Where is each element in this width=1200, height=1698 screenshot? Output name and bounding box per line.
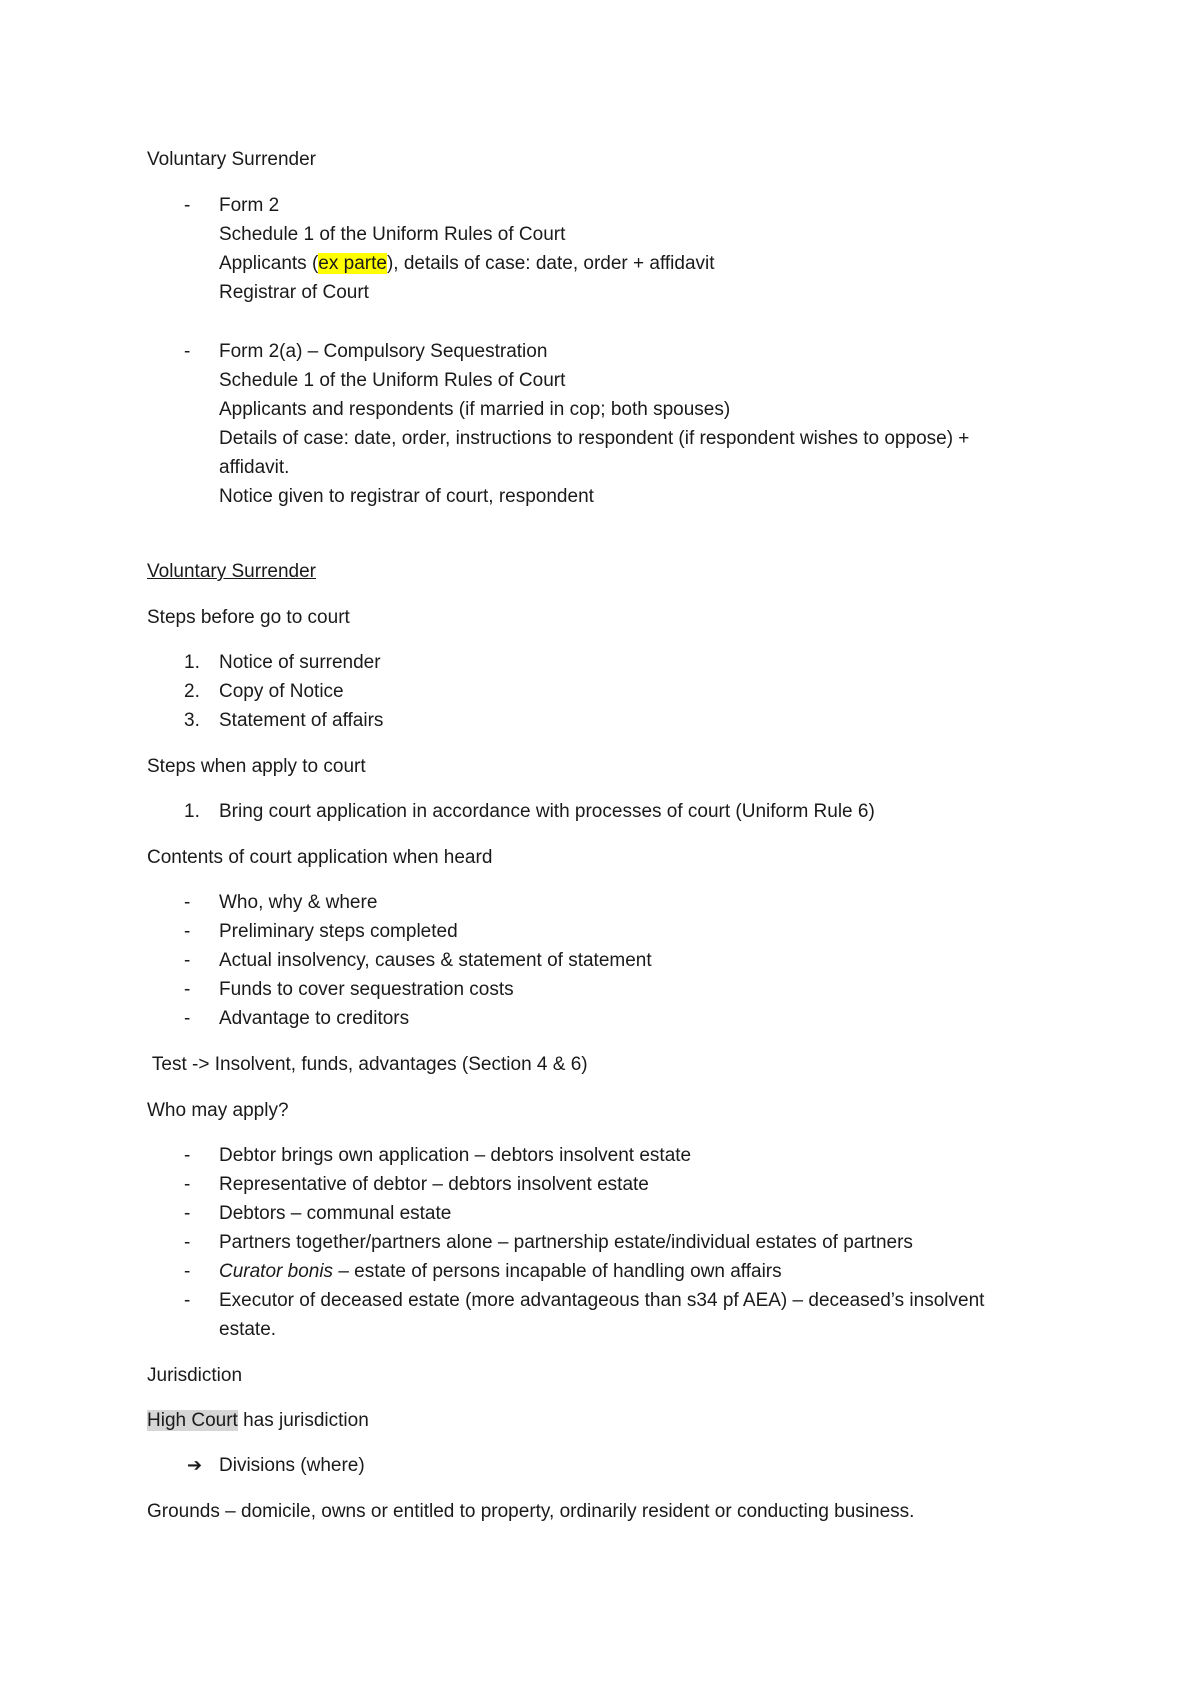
bullet-dash: - — [184, 1290, 191, 1311]
jurisdiction-heading: Jurisdiction — [147, 1365, 243, 1386]
list-number: 3. — [184, 710, 200, 731]
list-item-text: Statement of affairs — [219, 710, 384, 731]
form2-line2: Schedule 1 of the Uniform Rules of Court — [219, 224, 566, 245]
list-item-text: Funds to cover sequestration costs — [219, 979, 514, 1000]
bullet-dash: - — [184, 950, 191, 971]
form2-line1: Form 2 — [219, 195, 280, 216]
list-item-text: Advantage to creditors — [219, 1008, 410, 1029]
form2a-line5: affidavit. — [219, 457, 290, 478]
list-item-text: Debtors – communal estate — [219, 1203, 452, 1224]
list-number: 2. — [184, 681, 200, 702]
list-number: 1. — [184, 801, 200, 822]
who-heading: Who may apply? — [147, 1100, 289, 1121]
bullet-dash: - — [184, 195, 191, 216]
ex-parte-highlight: ex parte — [318, 253, 387, 274]
bullet-dash: - — [184, 1261, 191, 1282]
doc-title — [147, 145, 316, 174]
bullet-dash: - — [184, 921, 191, 942]
arrow-right-icon: ➔ — [187, 1455, 203, 1475]
list-item-text: Bring court application in accordance with processes of court (Uniform Rule 6) — [219, 801, 875, 822]
steps-before-heading: Steps before go to court — [147, 607, 350, 628]
list-item-text: Executor of deceased estate (more advantageous than s34 pf AEA) – deceased’s insolvent — [219, 1290, 985, 1311]
list-item-text: Partners together/partners alone – partnership estate/individual estates of partners — [219, 1232, 913, 1253]
list-number: 1. — [184, 652, 200, 673]
curator-bonis-italic: Curator bonis — [219, 1261, 334, 1282]
divisions-text: Divisions (where) — [219, 1455, 365, 1476]
high-court-line — [147, 1406, 369, 1435]
bullet-dash: - — [184, 1174, 191, 1195]
bullet-dash: - — [184, 1145, 191, 1166]
list-item-text: Debtor brings own application – debtors insolvent estate — [219, 1145, 692, 1166]
form2-line3-pre: Applicants ( — [219, 253, 319, 274]
bullet-dash: - — [184, 1232, 191, 1253]
high-court-rest: has jurisdiction — [237, 1410, 369, 1431]
contents-heading: Contents of court application when heard — [147, 847, 493, 868]
list-item-text: Preliminary steps completed — [219, 921, 458, 942]
list-item-text — [219, 1257, 782, 1286]
steps-when-heading: Steps when apply to court — [147, 756, 366, 777]
form2a-line2: Schedule 1 of the Uniform Rules of Court — [219, 370, 566, 391]
bullet-dash: - — [184, 1008, 191, 1029]
form2a-line4: Details of case: date, order, instructions to respondent (if respondent wishes to oppose) + — [219, 428, 970, 449]
form2-line3 — [219, 249, 715, 278]
high-court-highlight: High Court — [147, 1410, 238, 1431]
list-item-text: Actual insolvency, causes & statement of statement — [219, 950, 652, 971]
list-item-text: estate. — [219, 1319, 277, 1340]
section-heading-voluntary-surrender: Voluntary Surrender — [147, 561, 316, 582]
bullet-dash: - — [184, 979, 191, 1000]
form2a-line1: Form 2(a) – Compulsory Sequestration — [219, 341, 548, 362]
grounds-line: Grounds – domicile, owns or entitled to property, ordinarily resident or conducting business. — [147, 1501, 915, 1522]
bullet-dash: - — [184, 341, 191, 362]
curator-rest: – estate of persons incapable of handling own affairs — [333, 1261, 782, 1282]
form2a-line3: Applicants and respondents (if married in cop; both spouses) — [219, 399, 731, 420]
form2-line3-post: ), details of case: date, order + affidavit — [386, 253, 715, 274]
list-item-text: Notice of surrender — [219, 652, 381, 673]
bullet-dash: - — [184, 1203, 191, 1224]
test-line: Test -> Insolvent, funds, advantages (Section 4 & 6) — [147, 1054, 588, 1075]
list-item-text: Who, why & where — [219, 892, 378, 913]
bullet-dash: - — [184, 892, 191, 913]
doc-title-text: Voluntary Surrender — [147, 149, 316, 170]
form2-line4: Registrar of Court — [219, 282, 369, 303]
list-item-text: Representative of debtor – debtors insolvent estate — [219, 1174, 649, 1195]
form2a-line6: Notice given to registrar of court, respondent — [219, 486, 594, 507]
list-item-text: Copy of Notice — [219, 681, 344, 702]
